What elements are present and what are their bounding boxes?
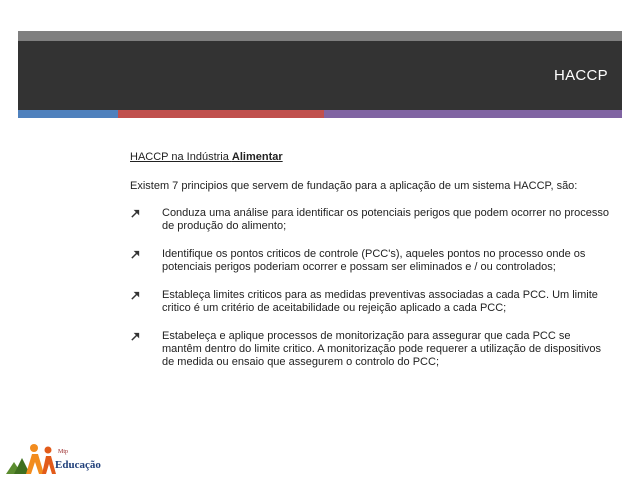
list-item-text: Conduza uma análise para identificar os potenciais perigos que podem ocorrer no processo de produção do alimento; (162, 207, 609, 232)
top-stripe (18, 31, 622, 41)
list-item (130, 248, 610, 274)
logo-text-top: Mtp (58, 449, 69, 455)
list-item (130, 330, 610, 369)
subtitle-part-1: HACCP na Indústria (130, 151, 232, 163)
accent-bar-blue (18, 110, 118, 118)
subtitle-part-2: Alimentar (231, 151, 283, 163)
list-item-text: Estableça limites criticos para as medidas preventivas associadas a cada PCC. Um limite critico é um critério de aceitabilidade ou rejeição aplicado a cada PCC; (162, 289, 598, 314)
accent-bar-purple (324, 110, 622, 118)
accent-bar-red (118, 110, 324, 118)
arrow-up-right-icon (130, 290, 141, 301)
section-subtitle (130, 151, 610, 164)
list-item (130, 289, 610, 315)
arrow-up-right-icon (130, 331, 141, 342)
principles-list (130, 207, 610, 369)
list-item-text: Identifique os pontos criticos de controle (PCC's), aqueles pontos no processo onde os potenciais perigos poderiam ocorrer e possam ser eliminados e / ou controlados; (162, 248, 586, 273)
slide-content (130, 151, 610, 384)
list-item-text: Estabeleça e aplique processos de monitorização para assegurar que cada PCC se mantêm dentro do limite critico. A monitorização pode requerer a utilização de dispositivos de medida ou ensaio que assegurem o controlo do PCC; (162, 330, 602, 368)
intro-text: Existem 7 principios que servem de fundação para a aplicação de um sistema HACCP, são: (130, 180, 578, 192)
arrow-up-right-icon (130, 249, 141, 260)
slide-title: HACCP (553, 67, 608, 84)
logo-text-main: Educação (55, 459, 101, 471)
arrow-up-right-icon (130, 208, 141, 219)
list-item (130, 207, 610, 233)
header-band (18, 41, 622, 110)
